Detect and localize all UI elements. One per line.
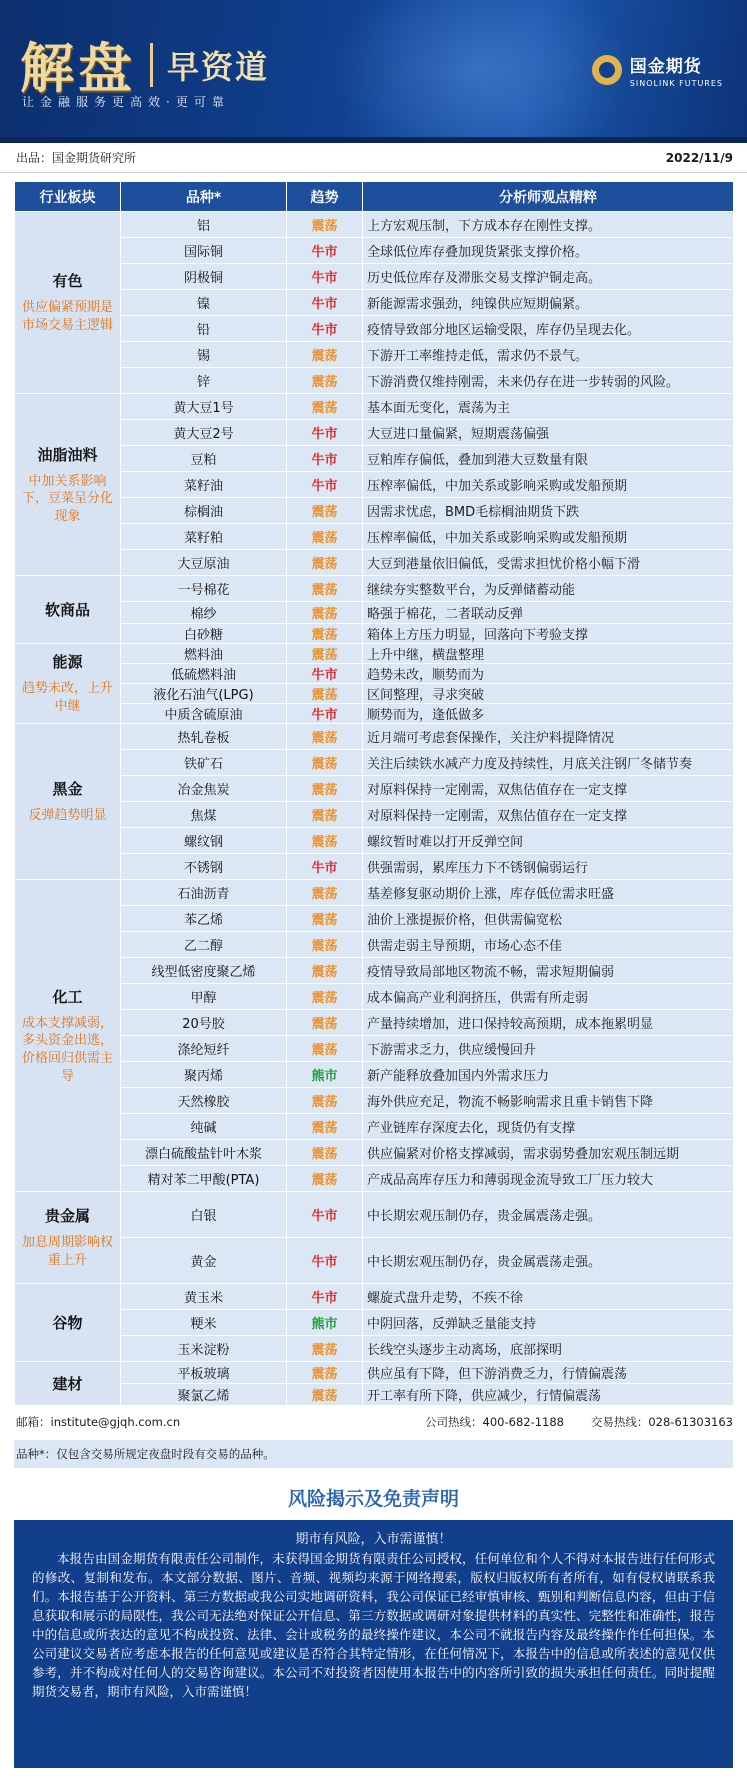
sector-name: 能源 — [52, 653, 83, 672]
brand-divider — [150, 43, 153, 87]
analyst-view-cell: 下游需求乏力，供应缓慢回升 — [363, 1036, 734, 1062]
trend-badge: 牛市 — [287, 420, 363, 446]
trend-badge: 牛市 — [287, 854, 363, 880]
analyst-view-cell: 顺势而为，逢低做多 — [363, 704, 734, 724]
variety-cell: 阴极铜 — [121, 264, 287, 290]
trend-badge: 震荡 — [287, 1362, 363, 1384]
sector-name: 建材 — [52, 1375, 83, 1393]
trend-badge: 牛市 — [287, 1238, 363, 1284]
outlook-table — [14, 181, 734, 1406]
table-header-row — [15, 182, 734, 212]
table-row — [15, 602, 734, 624]
trend-badge: 震荡 — [287, 684, 363, 704]
sector-cell — [15, 1362, 121, 1406]
table-row — [15, 932, 734, 958]
variety-cell: 玉米淀粉 — [121, 1336, 287, 1362]
trend-badge: 震荡 — [287, 932, 363, 958]
analyst-view-cell: 豆粕库存偏低，叠加到港大豆数量有限 — [363, 446, 734, 472]
trade-hotline: 交易热线：028-61303163 — [590, 1415, 733, 1429]
table-row — [15, 724, 734, 750]
sector-name: 贵金属 — [44, 1207, 90, 1226]
table-row — [15, 802, 734, 828]
analyst-view-cell: 基本面无变化，震荡为主 — [363, 394, 734, 420]
trend-badge: 震荡 — [287, 1166, 363, 1192]
analyst-view-cell: 因需求忧虑，BMD毛棕榈油期货下跌 — [363, 498, 734, 524]
trend-badge: 熊市 — [287, 1310, 363, 1336]
analyst-view-cell: 螺旋式盘升走势，不疾不徐 — [363, 1284, 734, 1310]
table-row — [15, 1062, 734, 1088]
analyst-view-cell: 压榨率偏低，中加关系或影响采购或发船预期 — [363, 472, 734, 498]
variety-cell: 国际铜 — [121, 238, 287, 264]
analyst-view-cell: 开工率有所下降，供应减少，行情偏震荡 — [363, 1384, 734, 1406]
variety-cell: 黄金 — [121, 1238, 287, 1284]
table-row — [15, 576, 734, 602]
variety-cell: 黄大豆1号 — [121, 394, 287, 420]
table-row — [15, 420, 734, 446]
table-row — [15, 880, 734, 906]
table-row — [15, 1088, 734, 1114]
sector-cell — [15, 212, 121, 394]
sector-cell — [15, 1284, 121, 1362]
risk-headline: 期市有风险，入市需谨慎！ — [295, 1532, 452, 1547]
trend-badge: 震荡 — [287, 342, 363, 368]
variety-cell: 石油沥青 — [121, 880, 287, 906]
table-row — [15, 1140, 734, 1166]
table-row — [15, 684, 734, 704]
header-sector: 行业板块 — [15, 182, 121, 212]
variety-cell: 铝 — [121, 212, 287, 238]
table-row — [15, 644, 734, 664]
sector-name: 谷物 — [52, 1314, 83, 1332]
trend-badge: 牛市 — [287, 704, 363, 724]
table-row — [15, 1166, 734, 1192]
variety-cell: 铅 — [121, 316, 287, 342]
analyst-view-cell: 长线空头逐步主动离场，底部探明 — [363, 1336, 734, 1362]
sector-cell — [15, 724, 121, 880]
variety-cell: 涤纶短纤 — [121, 1036, 287, 1062]
trend-badge: 震荡 — [287, 1384, 363, 1406]
trend-badge: 牛市 — [287, 1284, 363, 1310]
analyst-view-cell: 近月端可考虑套保操作，关注炉料提降情况 — [363, 724, 734, 750]
table-row — [15, 1310, 734, 1336]
analyst-view-cell: 疫情导致局部地区物流不畅，需求短期偏弱 — [363, 958, 734, 984]
company-name-en: SINOLINK FUTURES — [629, 79, 723, 88]
risk-title: 风险揭示及免责声明 — [287, 1488, 459, 1510]
banner-glow — [330, 0, 630, 143]
sector-name: 软商品 — [44, 601, 90, 619]
trend-badge: 震荡 — [287, 1140, 363, 1166]
table-row — [15, 1336, 734, 1362]
table-row — [15, 316, 734, 342]
variety-cell: 乙二醇 — [121, 932, 287, 958]
trend-badge: 牛市 — [287, 316, 363, 342]
variety-cell: 苯乙烯 — [121, 906, 287, 932]
table-row — [15, 906, 734, 932]
trend-badge: 牛市 — [287, 238, 363, 264]
table-row — [15, 1036, 734, 1062]
variety-cell: 不锈钢 — [121, 854, 287, 880]
analyst-view-cell: 全球低位库存叠加现货紧张支撑价格。 — [363, 238, 734, 264]
analyst-view-cell: 供强需弱，累库压力下不锈钢偏弱运行 — [363, 854, 734, 880]
analyst-view-cell: 中长期宏观压制仍存，贵金属震荡走强。 — [363, 1192, 734, 1238]
sector-cell — [15, 1192, 121, 1284]
variety-cell: 低硫燃料油 — [121, 664, 287, 684]
table-row — [15, 984, 734, 1010]
sector-cell — [15, 644, 121, 724]
disclaimer-box — [14, 1520, 733, 1768]
sector-note: 反弹趋势明显 — [28, 808, 107, 824]
variety-cell: 中质含硫原油 — [121, 704, 287, 724]
variety-cell: 锡 — [121, 342, 287, 368]
analyst-view-cell: 压榨率偏低，中加关系或影响采购或发船预期 — [363, 524, 734, 550]
trend-badge: 震荡 — [287, 498, 363, 524]
analyst-view-cell: 供需走弱主导预期，市场心态不佳 — [363, 932, 734, 958]
trend-badge: 震荡 — [287, 576, 363, 602]
trend-badge: 震荡 — [287, 550, 363, 576]
analyst-view-cell: 基差修复驱动期价上涨，库存低位需求旺盛 — [363, 880, 734, 906]
table-row — [15, 958, 734, 984]
analyst-view-cell: 新产能释放叠加国内外需求压力 — [363, 1062, 734, 1088]
variety-cell: 大豆原油 — [121, 550, 287, 576]
trend-badge: 震荡 — [287, 750, 363, 776]
trend-badge: 震荡 — [287, 524, 363, 550]
table-row — [15, 238, 734, 264]
header-trend: 趋势 — [287, 182, 363, 212]
sector-name: 油脂油料 — [37, 445, 98, 464]
table-row — [15, 498, 734, 524]
table-row — [15, 550, 734, 576]
sector-note: 加息周期影响权重上升 — [21, 1235, 113, 1268]
header-view: 分析师观点精粹 — [363, 182, 734, 212]
table-row — [15, 1362, 734, 1384]
analyst-view-cell: 上升中继，横盘整理 — [363, 644, 734, 664]
brand-subtitle: 早资道 — [167, 47, 270, 86]
trend-badge: 牛市 — [287, 264, 363, 290]
trend-badge: 牛市 — [287, 472, 363, 498]
variety-cell: 精对苯二甲酸(PTA) — [121, 1166, 287, 1192]
report-date: 2022/11/9 — [665, 150, 733, 165]
trend-badge: 震荡 — [287, 1036, 363, 1062]
table-row — [15, 1192, 734, 1238]
analyst-view-cell: 继续夯实整数平台，为反弹储蓄动能 — [363, 576, 734, 602]
analyst-view-cell: 区间整理，寻求突破 — [363, 684, 734, 704]
table-row — [15, 1284, 734, 1310]
variety-cell: 白银 — [121, 1192, 287, 1238]
analyst-view-cell: 产量持续增加，进口保持较高预期，成本拖累明显 — [363, 1010, 734, 1036]
disclaimer-text: 本报告由国金期货有限责任公司制作，未获得国金期货有限责任公司授权，任何单位和个人不得对本报告进行任何形式的修改、复制和发布。本文部分数据、图片、音频、视频均来源于网络搜索，版权归版权所有者所有，如有侵权请联系我们。本报告基于公开资料、第三方数据或我公司实地调研资料，我公司保证已经审慎审核、甄别和判断信息内容，但由于信息获取和展示的局限性，我公司无法绝对保证公开信息、第三方数据或调研对象提供材料的真实性、完整性和准确性，报告中的信息或所表达的意见不构成投资、法律、会计或税务的最终操作建议，本公司不就报告内容及最终操作作任何担保。本公司建议交易者应考虑本报告的任何意见或建议是否符合其特定情形，在任何情况下，本报告中的信息或所表述的意见仅供参考，并不构成对任何人的交易咨询建议。本公司不对投资者因使用本报告中的内容所引致的损失承担任何责任。同时提醒期货交易者，期市有风险，入市需谨慎！ — [32, 1551, 715, 1699]
table-row — [15, 446, 734, 472]
variety-cell: 白砂糖 — [121, 624, 287, 644]
info-row — [0, 143, 747, 173]
footnote: 品种*：仅包含交易所规定夜盘时段有交易的品种。 — [14, 1440, 733, 1468]
analyst-view-cell: 略强于棉花，二者联动反弹 — [363, 602, 734, 624]
table-row — [15, 342, 734, 368]
variety-cell: 聚丙烯 — [121, 1062, 287, 1088]
sector-note: 中加关系影响下，豆菜呈分化现象 — [21, 473, 113, 524]
variety-cell: 液化石油气(LPG) — [121, 684, 287, 704]
banner-bottom-bar — [0, 137, 747, 143]
variety-cell: 漂白硫酸盐针叶木浆 — [121, 1140, 287, 1166]
analyst-view-cell: 产成品高库存压力和薄弱现金流导致工厂压力较大 — [363, 1166, 734, 1192]
sector-name: 化工 — [52, 987, 83, 1006]
contact-row — [14, 1408, 733, 1436]
analyst-view-cell: 关注后续铁水减产力度及持续性，月底关注钢厂冬储节奏 — [363, 750, 734, 776]
trend-badge: 震荡 — [287, 212, 363, 238]
variety-cell: 镍 — [121, 290, 287, 316]
variety-cell: 棉纱 — [121, 602, 287, 624]
analyst-view-cell: 疫情导致部分地区运输受限，库存仍呈现去化。 — [363, 316, 734, 342]
source-label: 出品：国金期货研究所 — [16, 151, 137, 165]
sector-cell — [15, 394, 121, 576]
table-row — [15, 1238, 734, 1284]
trend-badge: 震荡 — [287, 624, 363, 644]
trend-badge: 震荡 — [287, 802, 363, 828]
brand-lockup — [20, 26, 269, 103]
variety-cell: 豆粕 — [121, 446, 287, 472]
table-row — [15, 212, 734, 238]
analyst-view-cell: 海外供应充足，物流不畅影响需求且重卡销售下降 — [363, 1088, 734, 1114]
table-row — [15, 1114, 734, 1140]
variety-cell: 天然橡胶 — [121, 1088, 287, 1114]
trend-badge: 牛市 — [287, 1192, 363, 1238]
variety-cell: 粳米 — [121, 1310, 287, 1336]
trend-badge: 震荡 — [287, 368, 363, 394]
variety-cell: 热轧卷板 — [121, 724, 287, 750]
variety-cell: 焦煤 — [121, 802, 287, 828]
table-row — [15, 290, 734, 316]
analyst-view-cell: 大豆到港量依旧偏低，受需求担忧价格小幅下滑 — [363, 550, 734, 576]
table-row — [15, 524, 734, 550]
logo-icon — [592, 55, 622, 85]
slogan: 让金融服务更高效·更可靠 — [22, 95, 230, 109]
analyst-view-cell: 中长期宏观压制仍存，贵金属震荡走强。 — [363, 1238, 734, 1284]
variety-cell: 线型低密度聚乙烯 — [121, 958, 287, 984]
trend-badge: 震荡 — [287, 602, 363, 624]
analyst-view-cell: 产业链库存深度去化，现货仍有支撑 — [363, 1114, 734, 1140]
trend-badge: 震荡 — [287, 984, 363, 1010]
trend-badge: 震荡 — [287, 828, 363, 854]
trend-badge: 震荡 — [287, 1088, 363, 1114]
header-banner — [0, 0, 747, 143]
trend-badge: 震荡 — [287, 776, 363, 802]
variety-cell: 20号胶 — [121, 1010, 287, 1036]
table-row — [15, 264, 734, 290]
analyst-view-cell: 对原料保持一定刚需，双焦估值存在一定支撑 — [363, 776, 734, 802]
analyst-view-cell: 下游消费仅维持刚需，未来仍存在进一步转弱的风险。 — [363, 368, 734, 394]
variety-cell: 黄玉米 — [121, 1284, 287, 1310]
variety-cell: 锌 — [121, 368, 287, 394]
trend-badge: 震荡 — [287, 1010, 363, 1036]
table-row — [15, 664, 734, 684]
table-row — [15, 1384, 734, 1406]
variety-cell: 平板玻璃 — [121, 1362, 287, 1384]
company-hotline: 公司热线：400-682-1188 — [425, 1415, 564, 1429]
email-text[interactable]: 邮箱：institute@gjqh.com.cn — [16, 1415, 181, 1429]
sector-cell — [15, 880, 121, 1192]
trend-badge: 震荡 — [287, 644, 363, 664]
analyst-view-cell: 下游开工率维持走低，需求仍不景气。 — [363, 342, 734, 368]
trend-badge: 震荡 — [287, 958, 363, 984]
variety-cell: 菜籽粕 — [121, 524, 287, 550]
trend-badge: 熊市 — [287, 1062, 363, 1088]
variety-cell: 甲醇 — [121, 984, 287, 1010]
analyst-view-cell: 上方宏观压制，下方成本存在刚性支撑。 — [363, 212, 734, 238]
variety-cell: 棕榈油 — [121, 498, 287, 524]
trend-badge: 震荡 — [287, 880, 363, 906]
trend-badge: 震荡 — [287, 1114, 363, 1140]
sector-note: 供应偏紧预期是市场交易主逻辑 — [21, 300, 113, 333]
table-row — [15, 750, 734, 776]
analyst-view-cell: 供应虽有下降，但下游消费乏力，行情偏震荡 — [363, 1362, 734, 1384]
variety-cell: 纯碱 — [121, 1114, 287, 1140]
trend-badge: 震荡 — [287, 1336, 363, 1362]
sector-note: 趋势未改，上升中继 — [21, 681, 113, 714]
analyst-view-cell: 大豆进口量偏紧，短期震荡偏强 — [363, 420, 734, 446]
trend-badge: 牛市 — [287, 290, 363, 316]
variety-cell: 黄大豆2号 — [121, 420, 287, 446]
analyst-view-cell: 历史低位库存及滞胀交易支撑沪铜走高。 — [363, 264, 734, 290]
variety-cell: 菜籽油 — [121, 472, 287, 498]
variety-cell: 燃料油 — [121, 644, 287, 664]
table-row — [15, 854, 734, 880]
table-row — [15, 828, 734, 854]
variety-cell: 冶金焦炭 — [121, 776, 287, 802]
analyst-view-cell: 螺纹暂时难以打开反弹空间 — [363, 828, 734, 854]
trend-badge: 牛市 — [287, 446, 363, 472]
company-logo — [592, 52, 723, 88]
trend-badge: 震荡 — [287, 906, 363, 932]
trend-badge: 震荡 — [287, 724, 363, 750]
trend-badge: 震荡 — [287, 394, 363, 420]
table-row — [15, 1010, 734, 1036]
variety-cell: 聚氯乙烯 — [121, 1384, 287, 1406]
sector-note: 成本支撑减弱，多头资金出逃，价格回归供需主导 — [21, 1015, 113, 1084]
sector-cell — [15, 576, 121, 644]
table-wrapper — [0, 173, 747, 1468]
analyst-view-cell: 新能源需求强劲，纯镍供应短期偏紧。 — [363, 290, 734, 316]
sector-name: 有色 — [52, 272, 83, 291]
table-row — [15, 624, 734, 644]
variety-cell: 螺纹钢 — [121, 828, 287, 854]
company-name-cn: 国金期货 — [629, 57, 702, 77]
table-row — [15, 704, 734, 724]
table-row — [15, 776, 734, 802]
analyst-view-cell: 成本偏高产业利润挤压，供需有所走弱 — [363, 984, 734, 1010]
analyst-view-cell: 供应偏紧对价格支撑减弱，需求弱势叠加宏观压制远期 — [363, 1140, 734, 1166]
table-row — [15, 368, 734, 394]
analyst-view-cell: 中阴回落，反弹缺乏量能支持 — [363, 1310, 734, 1336]
header-variety: 品种* — [121, 182, 287, 212]
analyst-view-cell: 对原料保持一定刚需，双焦估值存在一定支撑 — [363, 802, 734, 828]
analyst-view-cell: 趋势未改，顺势而为 — [363, 664, 734, 684]
sector-name: 黑金 — [52, 780, 83, 799]
variety-cell: 铁矿石 — [121, 750, 287, 776]
analyst-view-cell: 箱体上方压力明显，回落向下考验支撑 — [363, 624, 734, 644]
brand-title: 解盘 — [20, 36, 136, 100]
trend-badge: 牛市 — [287, 664, 363, 684]
variety-cell: 一号棉花 — [121, 576, 287, 602]
table-row — [15, 472, 734, 498]
table-body — [15, 212, 734, 1406]
analyst-view-cell: 油价上涨提振价格，但供需偏宽松 — [363, 906, 734, 932]
table-row — [15, 394, 734, 420]
